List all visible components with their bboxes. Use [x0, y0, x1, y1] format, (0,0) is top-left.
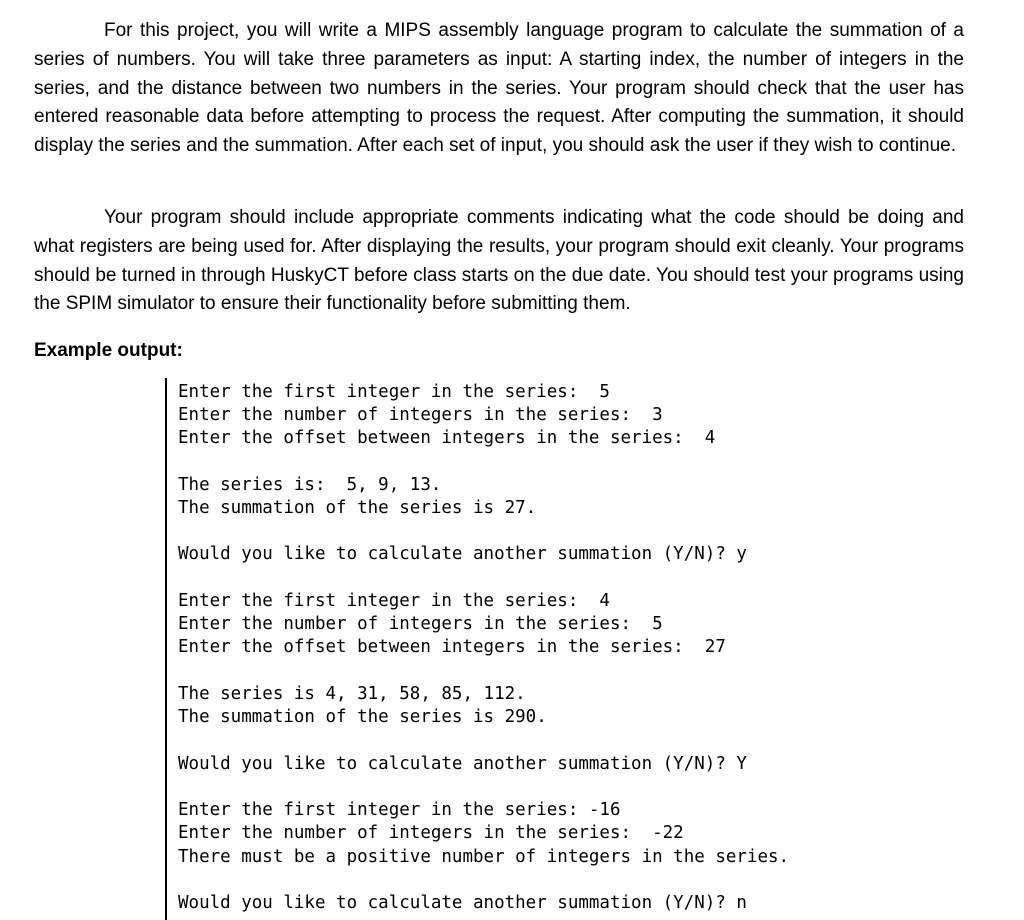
- output-line: Enter the offset between integers in the series: 4: [178, 428, 716, 448]
- output-line: Would you like to calculate another summation (Y/N)? y: [178, 544, 747, 564]
- output-line: Enter the number of integers in the series: 5: [178, 614, 663, 634]
- output-line: Would you like to calculate another summation (Y/N)? n: [178, 893, 747, 913]
- output-line: The summation of the series is 27.: [178, 498, 537, 518]
- output-line: The series is 4, 31, 58, 85, 112.: [178, 684, 526, 704]
- intro-paragraph-1: For this project, you will write a MIPS assembly language program to calculate the summation of a series of numbers. You will take three parameters as input: A starting index, the number of integers in the series, and the distance between two numbers in the series. Your program should check that the user has entered reasonable data before attempting to process the request. After computing the summation, it should display the series and the summation. After each set of input, you should ask the user if they wish to continue.: [34, 20, 964, 157]
- example-output-heading: Example output:: [34, 340, 183, 361]
- output-line: Would you like to calculate another summation (Y/N)? Y: [178, 754, 747, 774]
- output-line: Enter the first integer in the series: 5: [178, 382, 610, 402]
- output-line: There must be a positive number of integers in the series.: [178, 847, 790, 867]
- output-line: Enter the number of integers in the series: 3: [178, 405, 663, 425]
- output-line: The summation of the series is 290.: [178, 707, 547, 727]
- intro-paragraph-2: Your program should include appropriate comments indicating what the code should be doing and what registers are being used for. After displaying the results, your program should exit cleanly. Your programs should be turned in through HuskyCT before class starts on the due date. You should test your programs using the SPIM simulator to ensure their functionality before submitting them.: [34, 207, 964, 315]
- output-line: Enter the first integer in the series: 4: [178, 591, 610, 611]
- output-line: Enter the offset between integers in the series: 27: [178, 637, 726, 657]
- example-output-block: [165, 378, 925, 920]
- output-line: Enter the number of integers in the series: -22: [178, 823, 684, 843]
- output-line: The series is: 5, 9, 13.: [178, 475, 442, 495]
- output-line: Enter the first integer in the series: -16: [178, 800, 621, 820]
